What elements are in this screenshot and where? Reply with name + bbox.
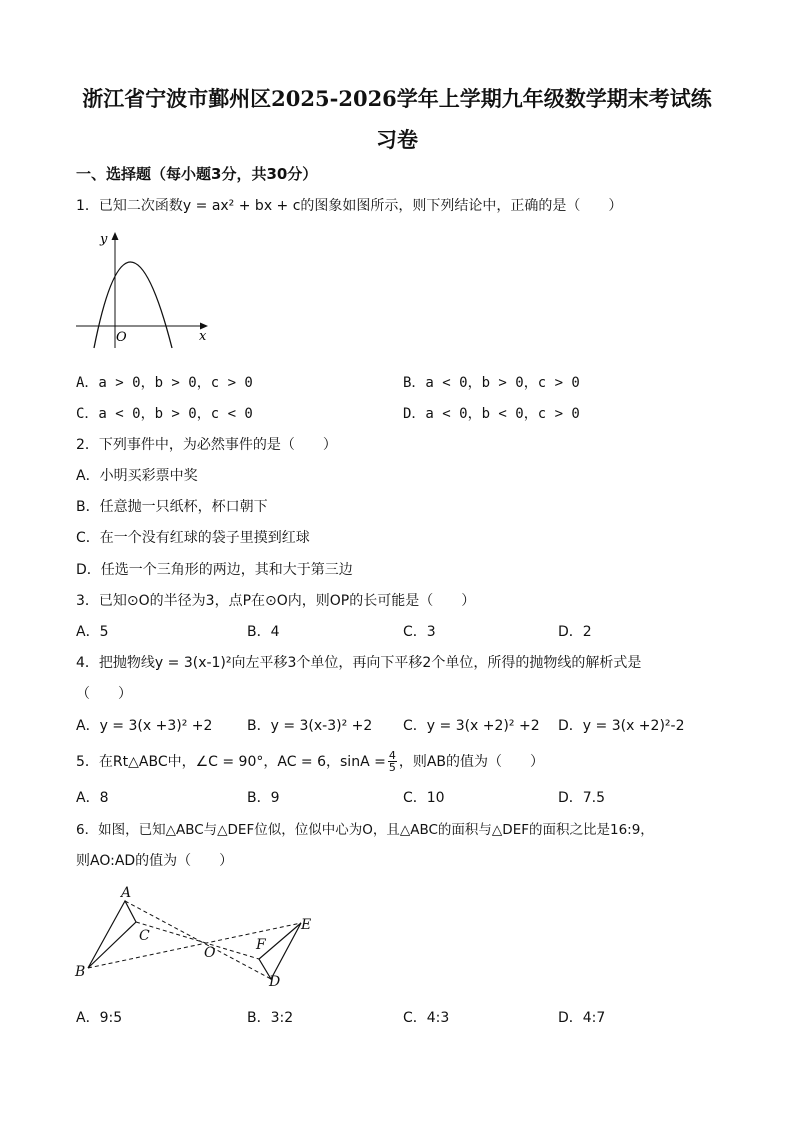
q6-option-a: A．9:5: [76, 1010, 123, 1026]
q1-option-b: B．a < 0，b > 0，c > 0: [403, 375, 580, 391]
q5-stem-after: ，则AB的值为（ ）: [398, 753, 545, 770]
question-2-stem: 2．下列事件中，为必然事件的是（ ）: [76, 437, 337, 453]
q1-option-c: C．a < 0，b > 0，c < 0: [76, 406, 253, 422]
q2-option-a: A．小明买彩票中奖: [76, 468, 198, 484]
y-axis-label: y: [100, 232, 108, 247]
question-1-stem: 1．已知二次函数y = ax² + bx + c的图象如图所示，则下列结论中，正确的是（ ）: [76, 198, 623, 214]
label-d: D: [269, 974, 281, 990]
question-6-stem-line-1: 6．如图，已知△ABC与△DEF位似，位似中心为O，且△ABC的面积与△DEF的面积之比是16:9，: [76, 822, 654, 838]
fraction-four-fifths: [388, 750, 397, 773]
page-title-line-1: 浙江省宁波市鄞州区2025-2026学年上学期九年级数学期末考试练: [82, 86, 712, 111]
y-axis-arrow-icon: [112, 232, 119, 240]
q5-option-b: B．9: [247, 790, 280, 806]
question-5-stem: [76, 750, 544, 773]
similar-triangles-figure: [70, 882, 320, 992]
section-heading: 一、选择题（每小题3分，共30分）: [76, 165, 318, 183]
q5-option-d: D．7.5: [558, 790, 606, 806]
q6-option-b: B．3:2: [247, 1010, 294, 1026]
label-e: E: [301, 917, 312, 933]
q5-option-c: C．10: [403, 790, 445, 806]
q4-option-a: A．y = 3(x +3)² +2: [76, 718, 213, 734]
question-4-stem-line-1: 4．把抛物线y = 3(x-1)²向左平移3个单位，再向下平移2个单位，所得的抛物线的解析式是: [76, 655, 642, 671]
q1-option-d: D．a < 0，b < 0，c > 0: [403, 406, 580, 422]
label-b: B: [75, 964, 86, 980]
x-axis-label: x: [199, 329, 207, 344]
line-be: [88, 923, 301, 968]
triangle-abc: [88, 901, 136, 968]
fraction-numerator: 4: [388, 749, 396, 762]
line-cf: [136, 922, 259, 959]
q6-option-d: D．4:7: [558, 1010, 606, 1026]
q4-option-b: B．y = 3(x-3)² +2: [247, 718, 373, 734]
q1-option-a: A．a > 0，b > 0，c > 0: [76, 375, 253, 391]
q3-option-c: C．3: [403, 624, 436, 640]
label-o: O: [204, 945, 216, 961]
q5-option-a: A．8: [76, 790, 109, 806]
parabola-graph: [72, 228, 217, 353]
question-3-stem: 3．已知⊙O的半径为3，点P在⊙O内，则OP的长可能是（ ）: [76, 593, 476, 609]
q2-option-c: C．在一个没有红球的袋子里摸到红球: [76, 530, 310, 546]
parabola-curve: [94, 262, 172, 348]
fraction-denominator: 5: [388, 761, 396, 774]
question-6-stem-line-2: 则AO:AD的值为（ ）: [76, 853, 234, 869]
q2-option-b: B．任意抛一只纸杯，杯口朝下: [76, 499, 268, 515]
label-c: C: [139, 928, 150, 944]
label-a: A: [121, 885, 132, 901]
origin-label: O: [116, 330, 127, 345]
q4-option-d: D．y = 3(x +2)²-2: [558, 718, 685, 734]
q3-option-b: B．4: [247, 624, 280, 640]
question-4-stem-line-2: （ ）: [76, 686, 132, 702]
q5-stem-before: 5．在Rt△ABC中，∠C = 90°，AC = 6，sinA =: [76, 753, 386, 770]
q3-option-a: A．5: [76, 624, 109, 640]
page-title-line-2: 习卷: [376, 127, 418, 152]
q6-option-c: C．4:3: [403, 1010, 450, 1026]
q3-option-d: D．2: [558, 624, 592, 640]
q4-option-c: C．y = 3(x +2)² +2: [403, 718, 540, 734]
label-f: F: [256, 937, 266, 953]
q2-option-d: D．任选一个三角形的两边，其和大于第三边: [76, 562, 353, 578]
